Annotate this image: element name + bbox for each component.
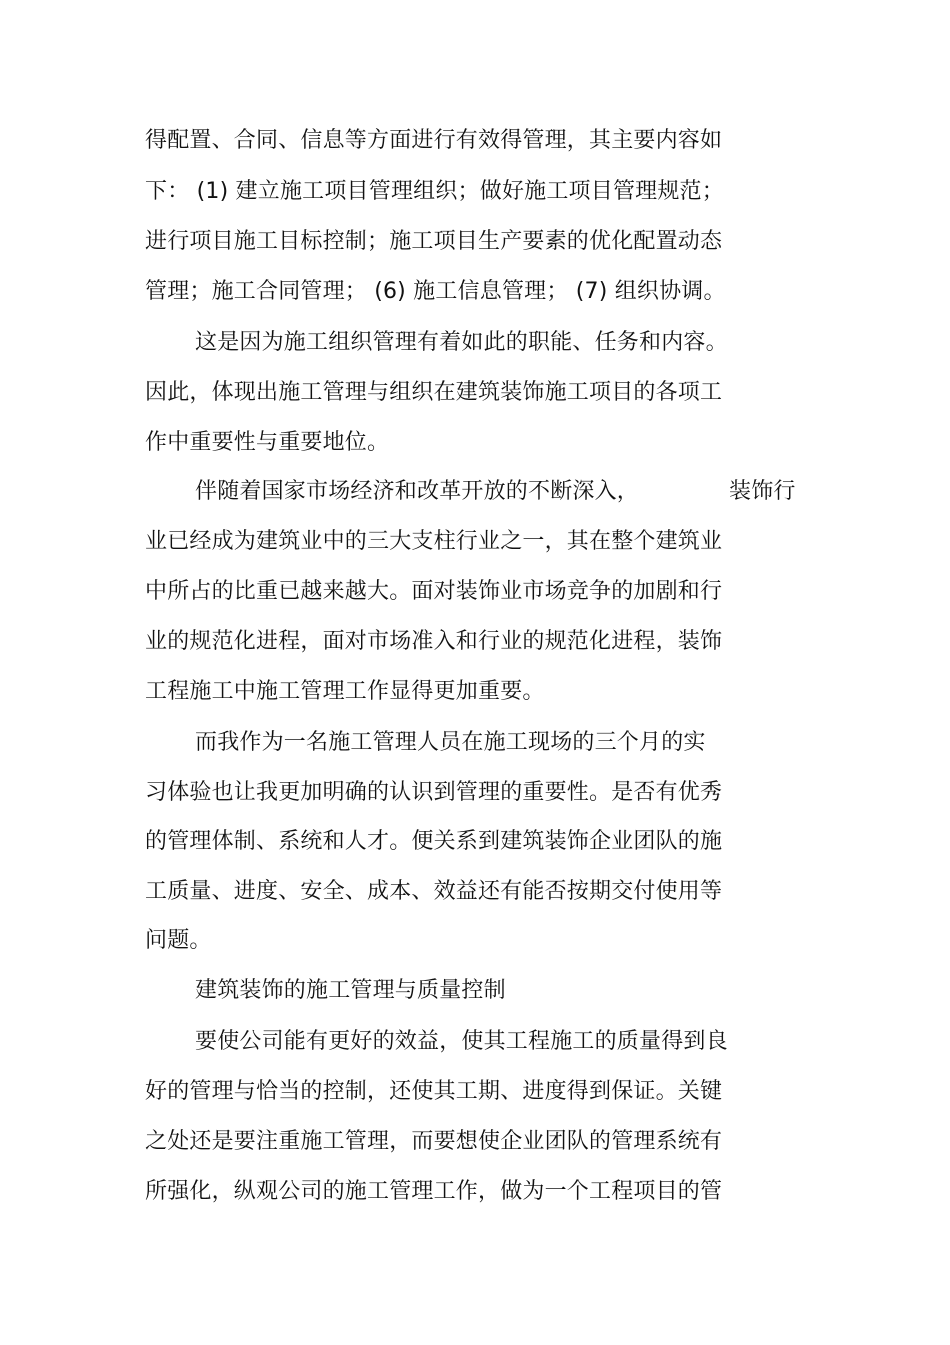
text-line-3: 进行项目施工目标控制；施工项目生产要素的优化配置动态 bbox=[145, 229, 723, 254]
text-line-8: 伴随着国家市场经济和改革开放的不断深入， bbox=[195, 479, 640, 504]
text-line-6: 因此，体现出施工管理与组织在建筑装饰施工项目的各项工 bbox=[145, 380, 723, 405]
text-line-19: 要使公司能有更好的效益，使其工程施工的质量得到良 bbox=[195, 1029, 728, 1054]
text-line-13: 而我作为一名施工管理人员在施工现场的三个月的实 bbox=[195, 730, 706, 755]
text-line-12: 工程施工中施工管理工作显得更加重要。 bbox=[145, 679, 545, 704]
text-line-15: 的管理体制、系统和人才。便关系到建筑装饰企业团队的施 bbox=[145, 829, 723, 854]
section-heading: 建筑装饰的施工管理与质量控制 bbox=[195, 978, 506, 1003]
text-line-1: 得配置、合同、信息等方面进行有效得管理，其主要内容如 bbox=[145, 128, 723, 153]
text-line-21: 之处还是要注重施工管理，而要想使企业团队的管理系统有 bbox=[145, 1129, 723, 1154]
text-line-11: 业的规范化进程，面对市场准入和行业的规范化进程，装饰 bbox=[145, 629, 723, 654]
text-line-20: 好的管理与恰当的控制，还使其工期、进度得到保证。关键 bbox=[145, 1079, 723, 1104]
text-line-5: 这是因为施工组织管理有着如此的职能、任务和内容。 bbox=[195, 330, 728, 355]
text-line-8-tail: 装饰行 bbox=[729, 479, 796, 504]
text-line-4: 管理；施工合同管理； (6) 施工信息管理； (7) 组织协调。 bbox=[145, 279, 726, 304]
text-line-9: 业已经成为建筑业中的三大支柱行业之一，其在整个建筑业 bbox=[145, 529, 723, 554]
text-line-14: 习体验也让我更加明确的认识到管理的重要性。是否有优秀 bbox=[145, 780, 723, 805]
text-line-2: 下： (1) 建立施工项目管理组织；做好施工项目管理规范； bbox=[145, 179, 724, 204]
text-line-17: 问题。 bbox=[145, 928, 212, 953]
text-line-22: 所强化，纵观公司的施工管理工作，做为一个工程项目的管 bbox=[145, 1179, 723, 1204]
text-line-10: 中所占的比重已越来越大。面对装饰业市场竞争的加剧和行 bbox=[145, 579, 723, 604]
text-line-7: 作中重要性与重要地位。 bbox=[145, 430, 390, 455]
text-line-16: 工质量、进度、安全、成本、效益还有能否按期交付使用等 bbox=[145, 879, 723, 904]
